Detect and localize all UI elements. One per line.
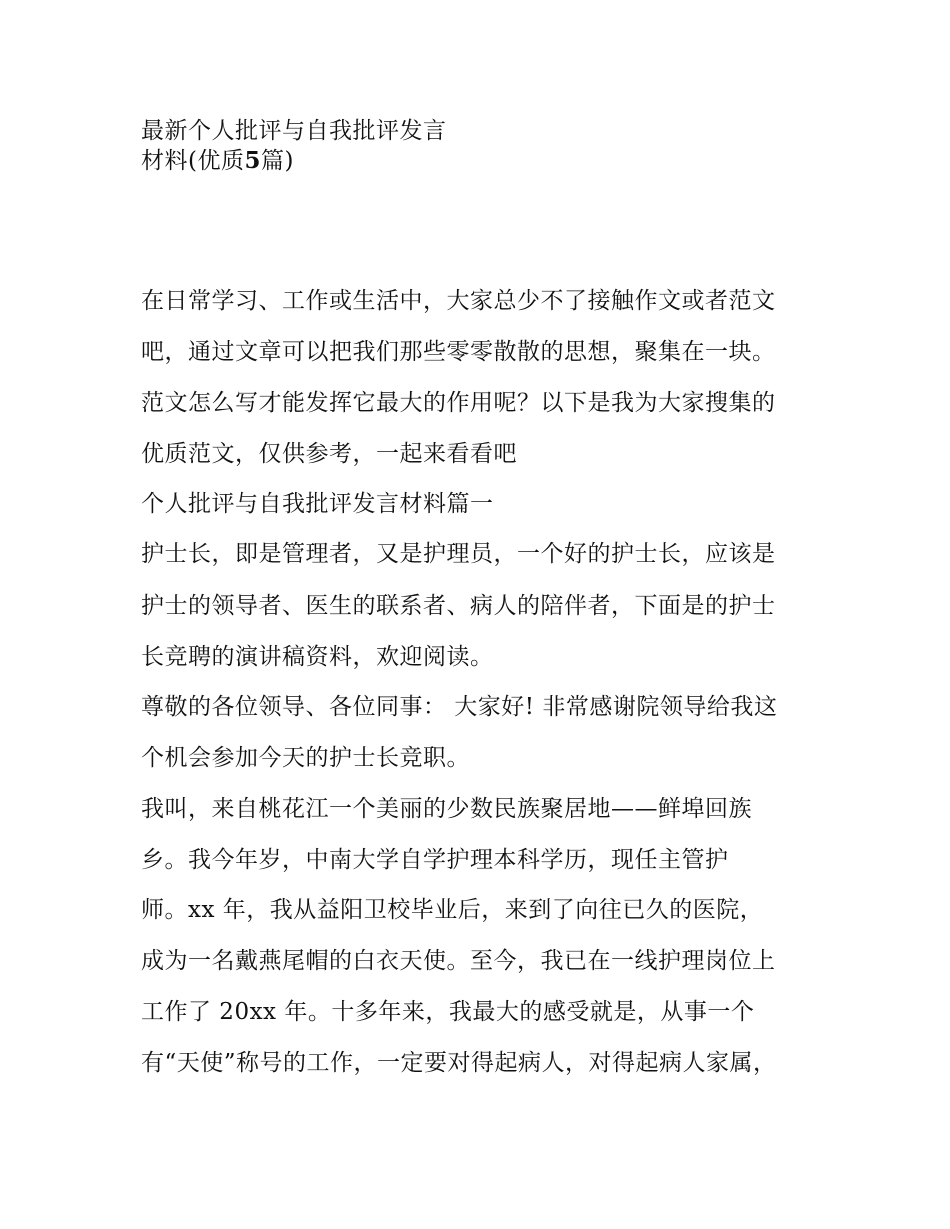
body-line: 尊敬的各位领导、各位同事： 大家好! 非常感谢院领导给我这	[141, 694, 778, 720]
body-line: 在日常学习、工作或生活中，大家总少不了接触作文或者范文	[141, 288, 776, 314]
body-line: 有“天使”称号的工作，一定要对得起病人，对得起病人家属，	[141, 1050, 777, 1076]
body-line: 个机会参加今天的护士长竞职。	[141, 745, 470, 771]
body-line: 吧，通过文章可以把我们那些零零散散的思想，聚集在一块。	[141, 339, 776, 365]
body-line: 成为一名戴燕尾帽的白衣天使。至今，我已在一线护理岗位上	[141, 948, 776, 974]
body-line: 护士长，即是管理者，又是护理员，一个好的护士长，应该是	[141, 541, 776, 567]
document-title	[141, 116, 821, 176]
body-line: 优质范文，仅供参考，一起来看看吧	[141, 441, 517, 467]
body-line: 护士的领导者、医生的联系者、病人的陪伴者，下面是的护士	[141, 593, 776, 619]
title-line-2	[141, 146, 821, 176]
body-line: 工作了 20xx 年。十多年来，我最大的感受就是，从事一个	[141, 999, 755, 1025]
body-line: 范文怎么写才能发挥它最大的作用呢？以下是我为大家搜集的	[141, 390, 776, 416]
title-line-2-prefix: 材料(优质	[141, 148, 245, 174]
title-number: 5	[244, 147, 261, 174]
section-heading: 个人批评与自我批评发言材料篇一	[141, 491, 494, 517]
body-line: 乡。我今年岁，中南大学自学护理本科学历，现任主管护	[141, 847, 729, 873]
body-line: 师。xx 年，我从益阳卫校毕业后，来到了向往已久的医院，	[141, 897, 764, 923]
body-line: 长竞聘的演讲稿资料，欢迎阅读。	[141, 644, 494, 670]
title-line-1: 最新个人批评与自我批评发言	[141, 118, 447, 144]
title-line-2-suffix: 篇)	[261, 148, 294, 174]
body-line: 我叫，来自桃花江一个美丽的少数民族聚居地——鲜埠回族	[141, 796, 752, 822]
